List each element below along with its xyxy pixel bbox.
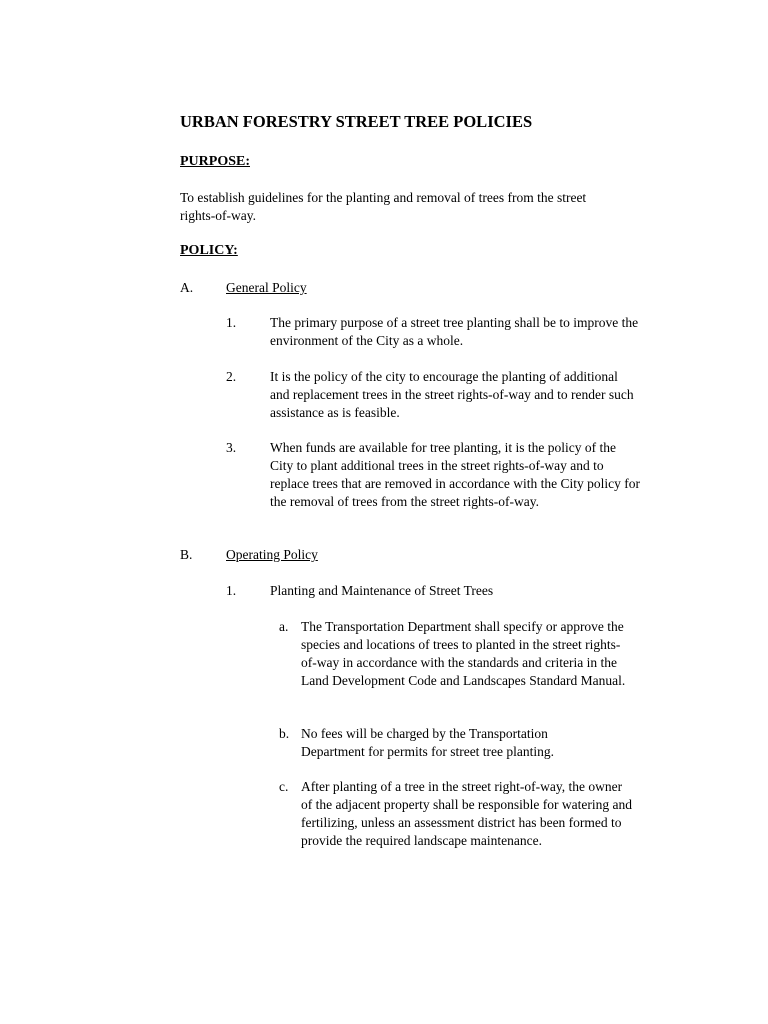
- subitem-c-letter: c.: [279, 779, 289, 794]
- section-a-item-2-text: It is the policy of the city to encourage the planting of additional and replacement trees in the street rights-of-way and to render such assistance as is feasible.: [270, 369, 634, 420]
- purpose-heading: PURPOSE:: [180, 154, 250, 169]
- subitem-b-text: No fees will be charged by the Transportation Department for permits for street tree planting.: [301, 726, 555, 759]
- purpose-text: To establish guidelines for the planting and removal of trees from the street rights-of-way.: [180, 190, 587, 223]
- section-b-letter: B.: [180, 547, 193, 562]
- section-a-item-1-num: 1.: [226, 315, 237, 330]
- section-a-item-3-text: When funds are available for tree planting, it is the policy of the City to plant additional trees in the street rights-of-way and to replace trees that are removed in accordance with the City policy for the removal of trees from the street rights-of-way.: [270, 440, 640, 509]
- section-a-item-1-text: The primary purpose of a street tree planting shall be to improve the environment of the City as a whole.: [270, 315, 639, 348]
- section-a-item-2-num: 2.: [226, 369, 237, 384]
- policy-heading: POLICY:: [180, 243, 238, 258]
- subitem-c-text: After planting of a tree in the street right-of-way, the owner of the adjacent property shall be responsible for watering and fertilizing, unless an assessment district has been formed to provide the required landscape maintenance.: [301, 779, 633, 848]
- section-b-title: Operating Policy: [226, 547, 318, 562]
- section-a-title: General Policy: [226, 280, 307, 295]
- subitem-b-letter: b.: [279, 726, 290, 741]
- subitem-a-letter: a.: [279, 619, 289, 634]
- section-a-letter: A.: [180, 280, 194, 295]
- document-title: URBAN FORESTRY STREET TREE POLICIES: [180, 112, 533, 131]
- section-a-item-3-num: 3.: [226, 440, 237, 455]
- section-b-item-1-num: 1.: [226, 583, 237, 598]
- section-b-item-1-text: Planting and Maintenance of Street Trees: [270, 583, 494, 598]
- subitem-a-text: The Transportation Department shall specify or approve the species and locations of trees to planted in the street rights-of-way in accordance with the standards and criteria in the Land Development Code and Landscapes Standard Manual.: [301, 619, 626, 688]
